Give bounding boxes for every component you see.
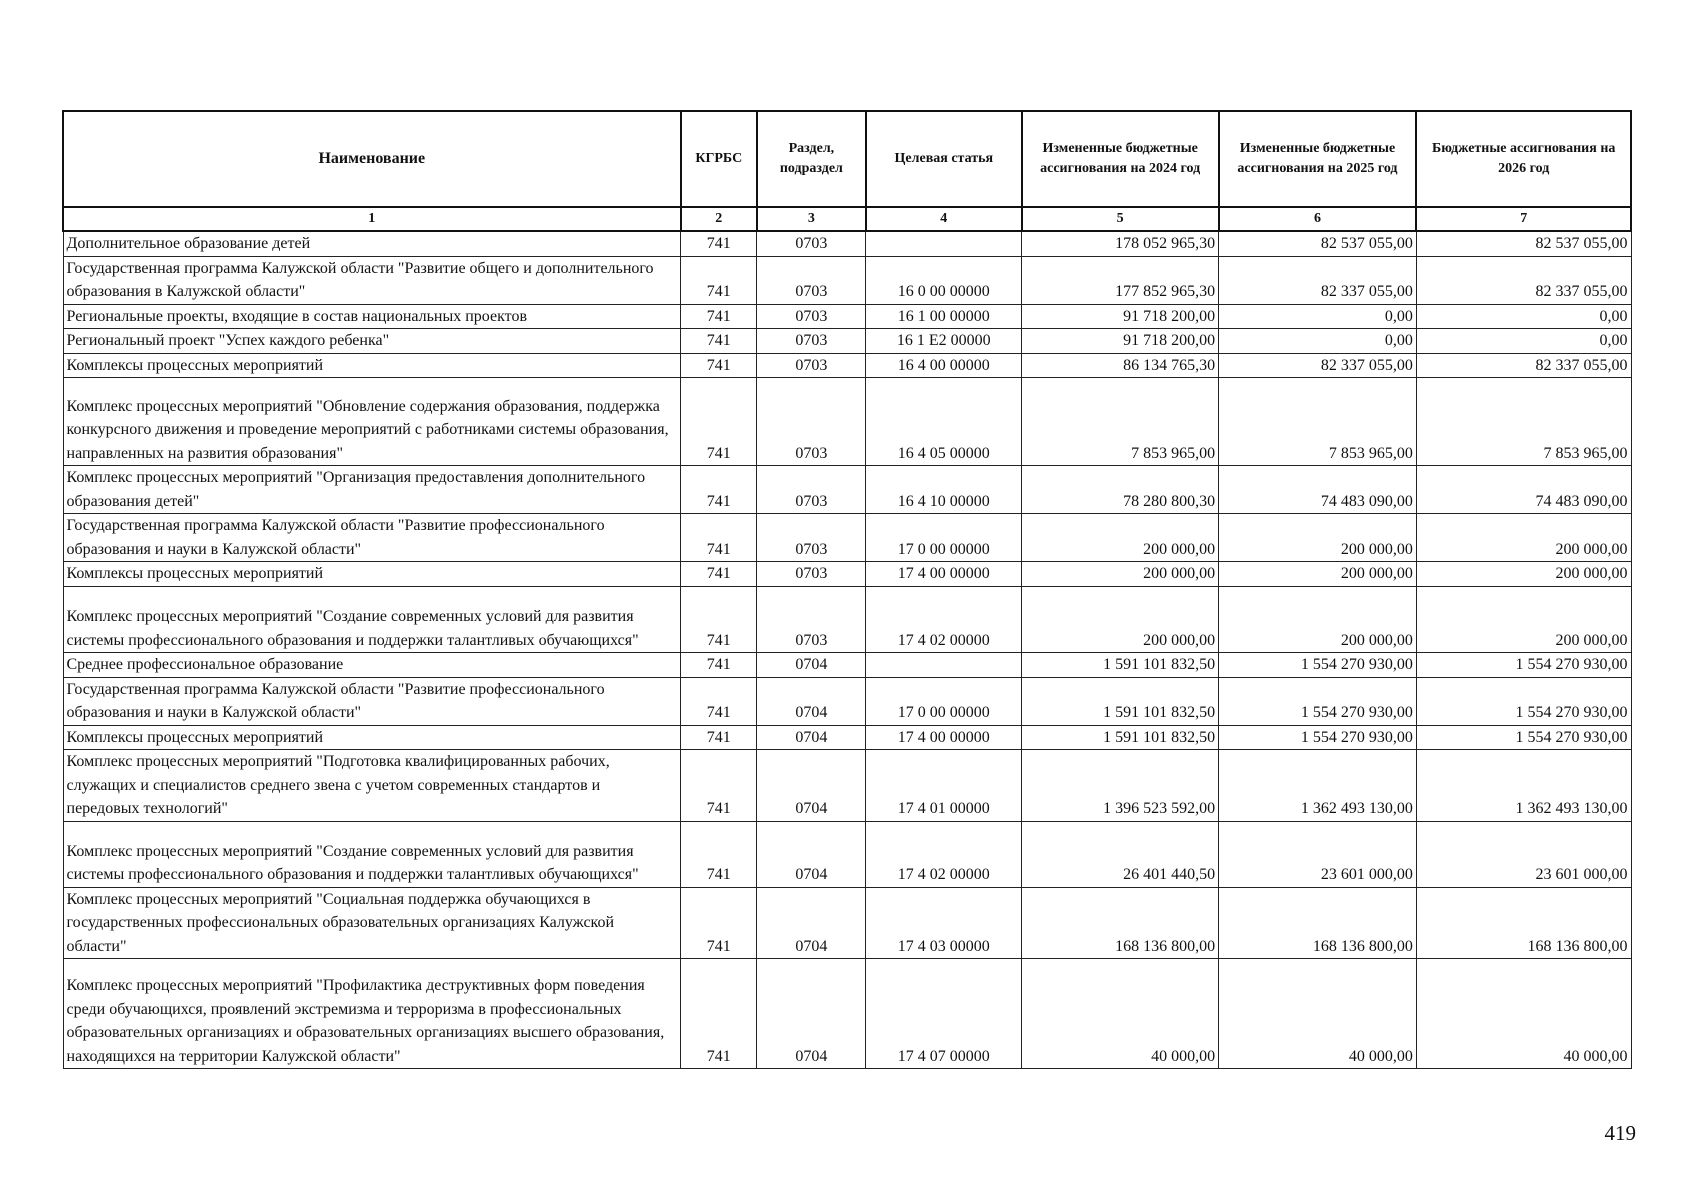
cell-name: Региональные проекты, входящие в состав национальных проектов	[63, 304, 681, 329]
cell-kgrbs: 741	[681, 466, 757, 514]
cell-section: 0703	[757, 329, 866, 354]
cell-section: 0703	[757, 353, 866, 378]
cell-kgrbs: 741	[681, 329, 757, 354]
column-number: 6	[1219, 207, 1417, 231]
cell-amount-2026: 74 483 090,00	[1416, 466, 1631, 514]
cell-amount-2025: 200 000,00	[1219, 586, 1417, 652]
cell-section: 0703	[757, 586, 866, 652]
cell-name: Государственная программа Калужской области "Развитие профессионального образования и науки в Калужской области"	[63, 677, 681, 725]
cell-amount-2025: 200 000,00	[1219, 514, 1417, 562]
cell-amount-2026: 0,00	[1416, 329, 1631, 354]
cell-amount-2026: 1 554 270 930,00	[1416, 677, 1631, 725]
cell-amount-2026: 168 136 800,00	[1416, 887, 1631, 959]
cell-kgrbs: 741	[681, 750, 757, 822]
cell-article: 16 4 00 00000	[866, 353, 1022, 378]
table-row	[63, 329, 1631, 354]
cell-amount-2025: 0,00	[1219, 304, 1417, 329]
cell-name: Государственная программа Калужской области "Развитие общего и дополнительного образования в Калужской области"	[63, 256, 681, 304]
cell-amount-2026: 23 601 000,00	[1416, 821, 1631, 887]
cell-amount-2024: 40 000,00	[1022, 959, 1219, 1069]
page-number: 419	[1604, 1121, 1636, 1145]
cell-section: 0703	[757, 466, 866, 514]
cell-article: 17 4 02 00000	[866, 586, 1022, 652]
table-row	[63, 562, 1631, 587]
cell-section: 0703	[757, 378, 866, 466]
cell-amount-2026: 200 000,00	[1416, 586, 1631, 652]
cell-amount-2025: 23 601 000,00	[1219, 821, 1417, 887]
cell-kgrbs: 741	[681, 378, 757, 466]
cell-amount-2024: 1 591 101 832,50	[1022, 653, 1219, 678]
table-row	[63, 353, 1631, 378]
cell-amount-2025: 1 554 270 930,00	[1219, 677, 1417, 725]
header-section: Раздел, подраздел	[757, 111, 866, 207]
cell-amount-2025: 1 554 270 930,00	[1219, 653, 1417, 678]
cell-kgrbs: 741	[681, 821, 757, 887]
table-row	[63, 725, 1631, 750]
cell-amount-2024: 1 591 101 832,50	[1022, 677, 1219, 725]
cell-article	[866, 231, 1022, 256]
cell-amount-2024: 91 718 200,00	[1022, 304, 1219, 329]
cell-amount-2026: 200 000,00	[1416, 514, 1631, 562]
cell-section: 0703	[757, 231, 866, 256]
cell-name: Дополнительное образование детей	[63, 231, 681, 256]
cell-name: Комплекс процессных мероприятий "Социальная поддержка обучающихся в государственных профессиональных образовательных организациях Калужской области"	[63, 887, 681, 959]
cell-kgrbs: 741	[681, 256, 757, 304]
column-number: 2	[681, 207, 757, 231]
cell-section: 0704	[757, 725, 866, 750]
cell-article: 16 1 00 00000	[866, 304, 1022, 329]
cell-article: 17 4 03 00000	[866, 887, 1022, 959]
cell-name: Комплекс процессных мероприятий "Обновление содержания образования, поддержка конкурсного движения и проведение мероприятий с работниками системы образования, направленных на развития образования"	[63, 378, 681, 466]
table-row	[63, 256, 1631, 304]
cell-kgrbs: 741	[681, 725, 757, 750]
cell-kgrbs: 741	[681, 514, 757, 562]
header-2026: Бюджетные ассигнования на 2026 год	[1416, 111, 1631, 207]
cell-amount-2026: 82 337 055,00	[1416, 256, 1631, 304]
cell-name: Комплексы процессных мероприятий	[63, 562, 681, 587]
cell-article: 16 4 05 00000	[866, 378, 1022, 466]
header-2025: Измененные бюджетные ассигнования на 2025 год	[1219, 111, 1417, 207]
column-number: 5	[1022, 207, 1219, 231]
cell-section: 0704	[757, 750, 866, 822]
cell-kgrbs: 741	[681, 562, 757, 587]
cell-amount-2025: 1 554 270 930,00	[1219, 725, 1417, 750]
cell-amount-2026: 7 853 965,00	[1416, 378, 1631, 466]
cell-name: Среднее профессиональное образование	[63, 653, 681, 678]
cell-kgrbs: 741	[681, 231, 757, 256]
cell-name: Государственная программа Калужской области "Развитие профессионального образования и науки в Калужской области"	[63, 514, 681, 562]
header-article: Целевая статья	[866, 111, 1022, 207]
cell-kgrbs: 741	[681, 887, 757, 959]
cell-section: 0704	[757, 821, 866, 887]
cell-amount-2024: 91 718 200,00	[1022, 329, 1219, 354]
cell-amount-2026: 1 362 493 130,00	[1416, 750, 1631, 822]
cell-amount-2026: 200 000,00	[1416, 562, 1631, 587]
table-header-row	[63, 111, 1631, 207]
cell-amount-2024: 7 853 965,00	[1022, 378, 1219, 466]
cell-article: 17 0 00 00000	[866, 514, 1022, 562]
cell-amount-2025: 168 136 800,00	[1219, 887, 1417, 959]
cell-amount-2024: 1 396 523 592,00	[1022, 750, 1219, 822]
cell-article: 17 4 07 00000	[866, 959, 1022, 1069]
cell-amount-2025: 1 362 493 130,00	[1219, 750, 1417, 822]
cell-name: Комплекс процессных мероприятий "Создание современных условий для развития системы профессионального образования и поддержки талантливых обучающихся"	[63, 821, 681, 887]
table-row	[63, 378, 1631, 466]
cell-amount-2026: 82 337 055,00	[1416, 353, 1631, 378]
cell-article: 17 4 00 00000	[866, 725, 1022, 750]
cell-amount-2026: 1 554 270 930,00	[1416, 725, 1631, 750]
cell-article: 16 1 E2 00000	[866, 329, 1022, 354]
table-row	[63, 677, 1631, 725]
table-row	[63, 304, 1631, 329]
cell-amount-2024: 1 591 101 832,50	[1022, 725, 1219, 750]
table-row	[63, 887, 1631, 959]
cell-kgrbs: 741	[681, 353, 757, 378]
cell-amount-2026: 0,00	[1416, 304, 1631, 329]
header-kgrbs: КГРБС	[681, 111, 757, 207]
cell-article: 17 4 01 00000	[866, 750, 1022, 822]
column-number: 3	[757, 207, 866, 231]
cell-amount-2024: 200 000,00	[1022, 514, 1219, 562]
cell-amount-2025: 40 000,00	[1219, 959, 1417, 1069]
table-body	[63, 231, 1631, 1069]
table-row	[63, 466, 1631, 514]
cell-amount-2024: 26 401 440,50	[1022, 821, 1219, 887]
table-row	[63, 231, 1631, 256]
cell-amount-2026: 40 000,00	[1416, 959, 1631, 1069]
cell-kgrbs: 741	[681, 653, 757, 678]
column-number: 7	[1416, 207, 1631, 231]
cell-kgrbs: 741	[681, 677, 757, 725]
cell-amount-2024: 178 052 965,30	[1022, 231, 1219, 256]
cell-amount-2024: 78 280 800,30	[1022, 466, 1219, 514]
cell-name: Комплекс процессных мероприятий "Подготовка квалифицированных рабочих, служащих и специалистов среднего звена с учетом современных стандартов и передовых технологий"	[63, 750, 681, 822]
cell-amount-2024: 200 000,00	[1022, 562, 1219, 587]
cell-section: 0704	[757, 959, 866, 1069]
cell-section: 0704	[757, 653, 866, 678]
cell-name: Комплекс процессных мероприятий "Создание современных условий для развития системы профессионального образования и поддержки талантливых обучающихся"	[63, 586, 681, 652]
cell-kgrbs: 741	[681, 586, 757, 652]
cell-article: 17 4 00 00000	[866, 562, 1022, 587]
cell-name: Комплекс процессных мероприятий "Организация предоставления дополнительного образования детей"	[63, 466, 681, 514]
cell-section: 0703	[757, 514, 866, 562]
table-row	[63, 750, 1631, 822]
cell-amount-2026: 1 554 270 930,00	[1416, 653, 1631, 678]
table-row	[63, 653, 1631, 678]
cell-section: 0703	[757, 562, 866, 587]
cell-article: 16 0 00 00000	[866, 256, 1022, 304]
cell-kgrbs: 741	[681, 304, 757, 329]
cell-amount-2024: 177 852 965,30	[1022, 256, 1219, 304]
cell-amount-2024: 168 136 800,00	[1022, 887, 1219, 959]
cell-name: Региональный проект "Успех каждого ребенка"	[63, 329, 681, 354]
cell-name: Комплексы процессных мероприятий	[63, 725, 681, 750]
cell-amount-2025: 200 000,00	[1219, 562, 1417, 587]
header-name: Наименование	[63, 111, 681, 207]
cell-amount-2025: 82 537 055,00	[1219, 231, 1417, 256]
cell-amount-2025: 82 337 055,00	[1219, 353, 1417, 378]
cell-amount-2025: 82 337 055,00	[1219, 256, 1417, 304]
cell-section: 0704	[757, 887, 866, 959]
cell-amount-2024: 86 134 765,30	[1022, 353, 1219, 378]
cell-name: Комплекс процессных мероприятий "Профилактика деструктивных форм поведения среди обучающихся, проявлений экстремизма и терроризма в профессиональных образовательных организациях и образовательных организациях высшего образования, находящихся на территории Калужской области"	[63, 959, 681, 1069]
table-row	[63, 821, 1631, 887]
table-row	[63, 959, 1631, 1069]
budget-table	[62, 110, 1632, 1069]
column-number-row	[63, 207, 1631, 231]
cell-name: Комплексы процессных мероприятий	[63, 353, 681, 378]
cell-article	[866, 653, 1022, 678]
cell-section: 0704	[757, 677, 866, 725]
cell-section: 0703	[757, 256, 866, 304]
cell-article: 17 0 00 00000	[866, 677, 1022, 725]
table-row	[63, 514, 1631, 562]
cell-amount-2026: 82 537 055,00	[1416, 231, 1631, 256]
table-row	[63, 586, 1631, 652]
cell-amount-2025: 0,00	[1219, 329, 1417, 354]
cell-amount-2025: 74 483 090,00	[1219, 466, 1417, 514]
cell-article: 17 4 02 00000	[866, 821, 1022, 887]
header-2024: Измененные бюджетные ассигнования на 2024 год	[1022, 111, 1219, 207]
cell-amount-2025: 7 853 965,00	[1219, 378, 1417, 466]
column-number: 1	[63, 207, 681, 231]
column-number: 4	[866, 207, 1022, 231]
cell-kgrbs: 741	[681, 959, 757, 1069]
cell-article: 16 4 10 00000	[866, 466, 1022, 514]
cell-amount-2024: 200 000,00	[1022, 586, 1219, 652]
cell-section: 0703	[757, 304, 866, 329]
